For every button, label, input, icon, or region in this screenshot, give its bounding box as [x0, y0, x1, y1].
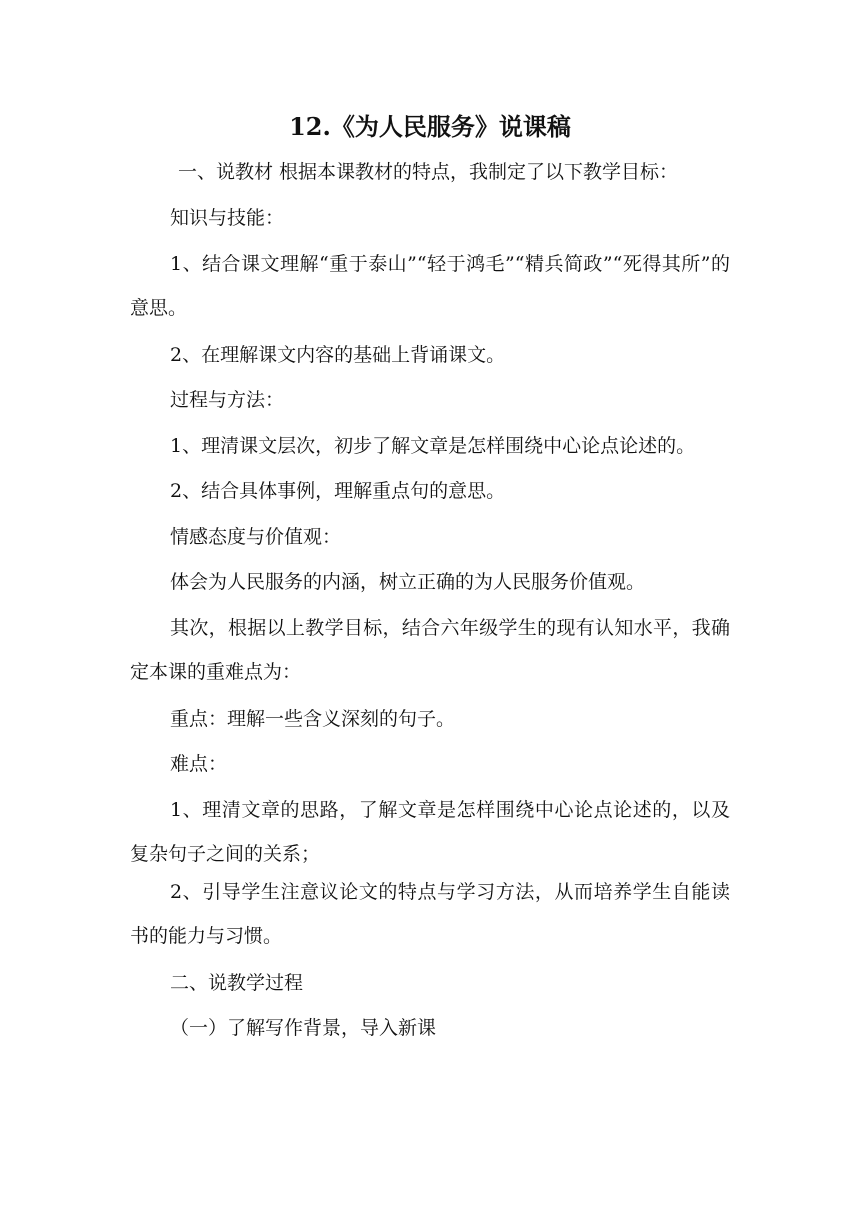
paragraph-process-goal-1: 1、理清课文层次，初步了解文章是怎样围绕中心论点论述的。	[170, 435, 696, 457]
paragraph-section-one-heading: （一）了解写作背景，导入新课	[170, 1017, 437, 1039]
paragraph-difficulty-2: 2、引导学生注意议论文的特点与学习方法，从而培养学生自能读书的能力与习惯。	[130, 881, 730, 947]
paragraph-teaching-process-heading: 二、说教学过程	[170, 972, 304, 994]
paragraph-attitude-values-heading: 情感态度与价值观：	[170, 526, 342, 548]
paragraph-difficulty-1: 1、理清文章的思路，了解文章是怎样围绕中心论点论述的，以及复杂句子之间的关系；	[130, 799, 730, 865]
paragraph-knowledge-goal-1: 1、结合课文理解“重于泰山”“轻于鸿毛”“精兵简政”“死得其所”的意思。	[130, 253, 730, 319]
paragraph-key-point: 重点：理解一些含义深刻的句子。	[170, 708, 456, 730]
paragraph-key-difficult-intro: 其次，根据以上教学目标，结合六年级学生的现有认知水平，我确定本课的重难点为：	[130, 617, 730, 683]
paragraph-attitude-goal: 体会为人民服务的内涵，树立正确的为人民服务价值观。	[170, 571, 646, 593]
paragraph-process-goal-2: 2、结合具体事例，理解重点句的意思。	[170, 480, 506, 502]
paragraph-process-methods-heading: 过程与方法：	[170, 389, 285, 411]
paragraph-teaching-material: 一、说教材 根据本课教材的特点，我制定了以下教学目标：	[178, 161, 679, 183]
paragraph-difficulty-heading: 难点：	[170, 753, 228, 775]
paragraph-knowledge-goal-2: 2、在理解课文内容的基础上背诵课文。	[170, 344, 506, 366]
document-title: 12.《为人民服务》说课稿	[289, 112, 571, 141]
paragraph-knowledge-skills-heading: 知识与技能：	[170, 207, 285, 229]
